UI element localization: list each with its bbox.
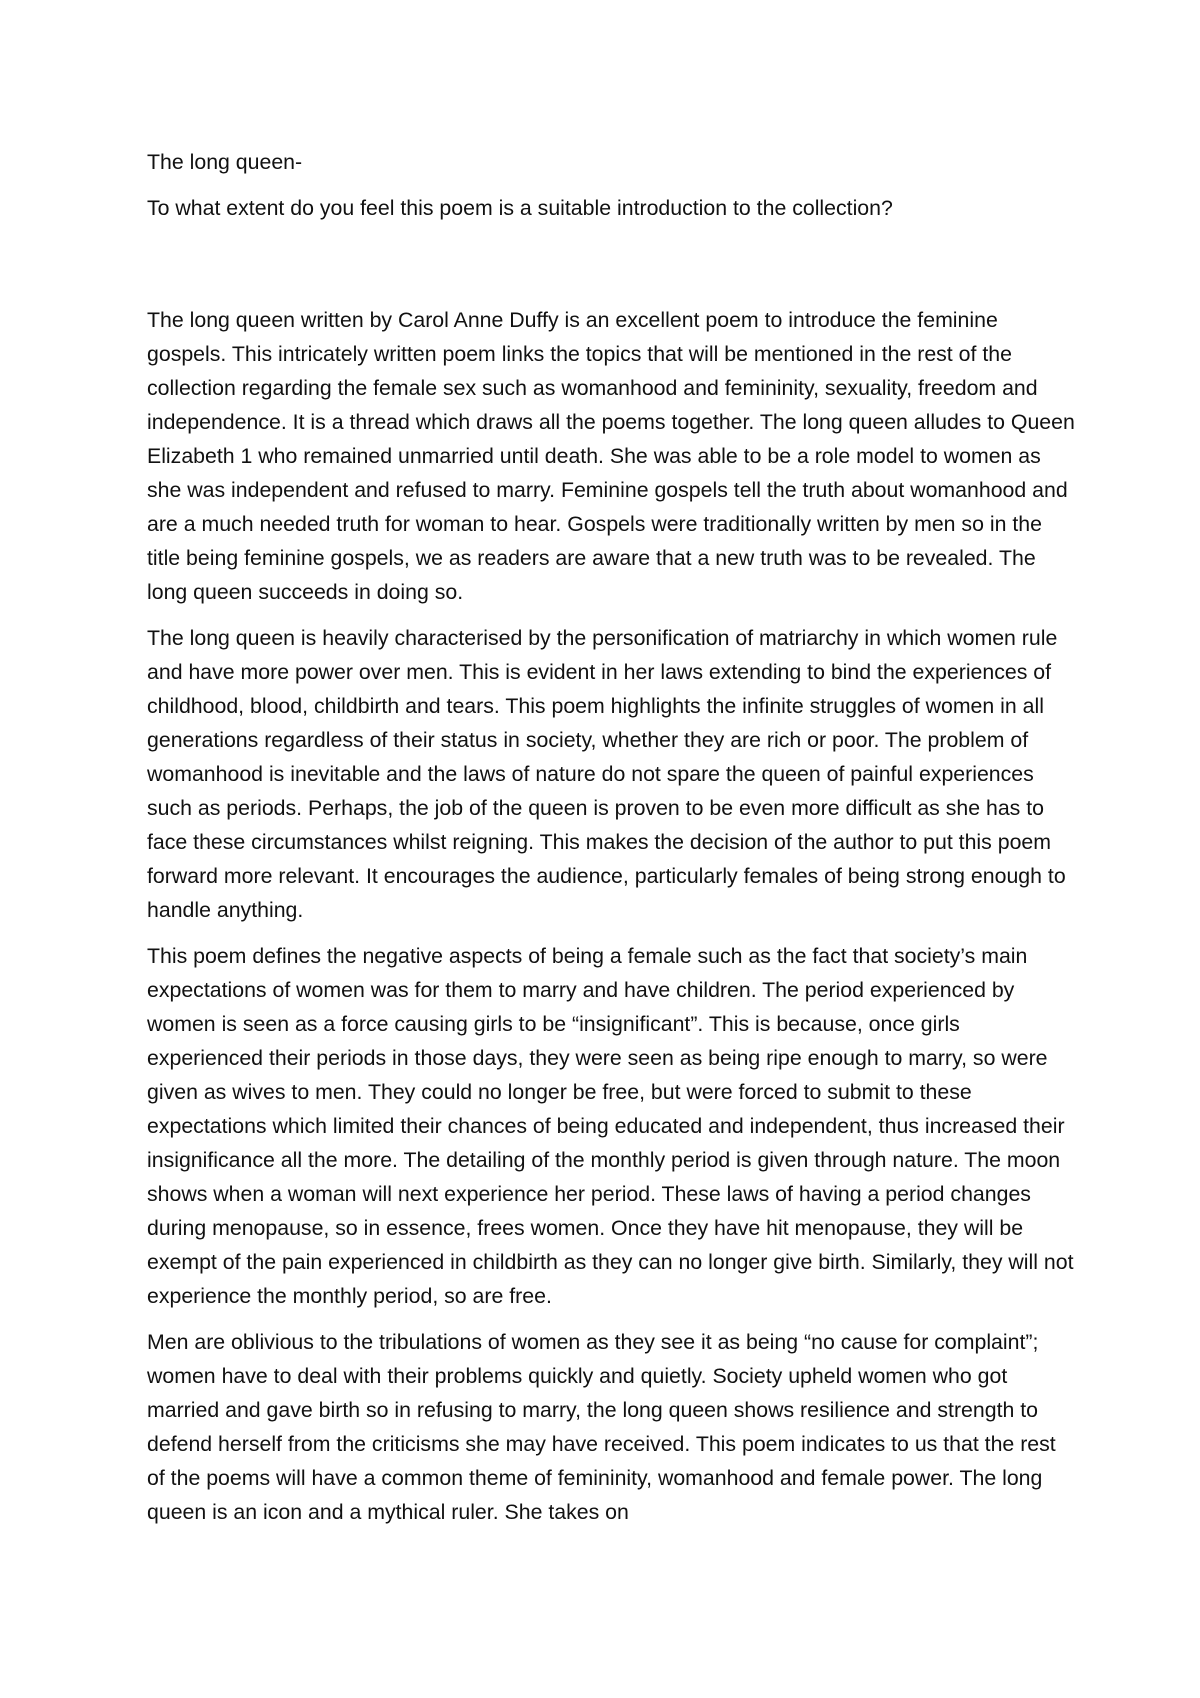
paragraph-3: This poem defines the negative aspects of being a female such as the fact that society’s main expectations of women was for them to marry and have children. The period experienced by women is seen as a force causing girls to be “insignificant”. This is because, once girls experienced their periods in those days, they were seen as being ripe enough to marry, so were given as wives to men. They could no longer be free, but were forced to submit to these expectations which limited their chances of being educated and independent, thus increased their insignificance all the more. The detailing of the monthly period is given through nature. The moon shows when a woman will next experience her period. These laws of having a period changes during menopause, so in essence, frees women. Once they have hit menopause, they will be exempt of the pain experienced in childbirth as they can no longer give birth. Similarly, they will not experience the monthly period, so are free. <box>147 944 1074 1308</box>
paragraph-4: Men are oblivious to the tribulations of women as they see it as being “no cause for complaint”; women have to deal with their problems quickly and quietly. Society upheld women who got married and gave birth so in refusing to marry, the long queen shows resilience and strength to defend herself from the criticisms she may have received. This poem indicates to us that the rest of the poems will have a common theme of femininity, womanhood and female power. The long queen is an icon and a mythical ruler. She takes on <box>147 1330 1056 1524</box>
paragraph-1: The long queen written by Carol Anne Duffy is an excellent poem to introduce the feminine gospels. This intricately written poem links the topics that will be mentioned in the rest of the collection regarding the female sex such as womanhood and femininity, sexuality, freedom and independence. It is a thread which draws all the poems together. The long queen alludes to Queen Elizabeth 1 who remained unmarried until death. She was able to be a role model to women as she was independent and refused to marry. Feminine gospels tell the truth about womanhood and are a much needed truth for woman to hear. Gospels were traditionally written by men so in the title being feminine gospels, we as readers are aware that a new truth was to be revealed. The long queen succeeds in doing so. <box>147 308 1075 604</box>
document-title: The long queen- <box>147 150 303 174</box>
document-body <box>147 145 1077 1541</box>
essay-question: To what extent do you feel this poem is a suitable introduction to the collection? <box>147 196 893 220</box>
paragraph-2: The long queen is heavily characterised by the personification of matriarchy in which women rule and have more power over men. This is evident in her laws extending to bind the experiences of childhood, blood, childbirth and tears. This poem highlights the infinite struggles of women in all generations regardless of their status in society, whether they are rich or poor. The problem of womanhood is inevitable and the laws of nature do not spare the queen of painful experiences such as periods. Perhaps, the job of the queen is proven to be even more difficult as she has to face these circumstances whilst reigning. This makes the decision of the author to put this poem forward more relevant. It encourages the audience, particularly females of being strong enough to handle anything. <box>147 626 1066 922</box>
